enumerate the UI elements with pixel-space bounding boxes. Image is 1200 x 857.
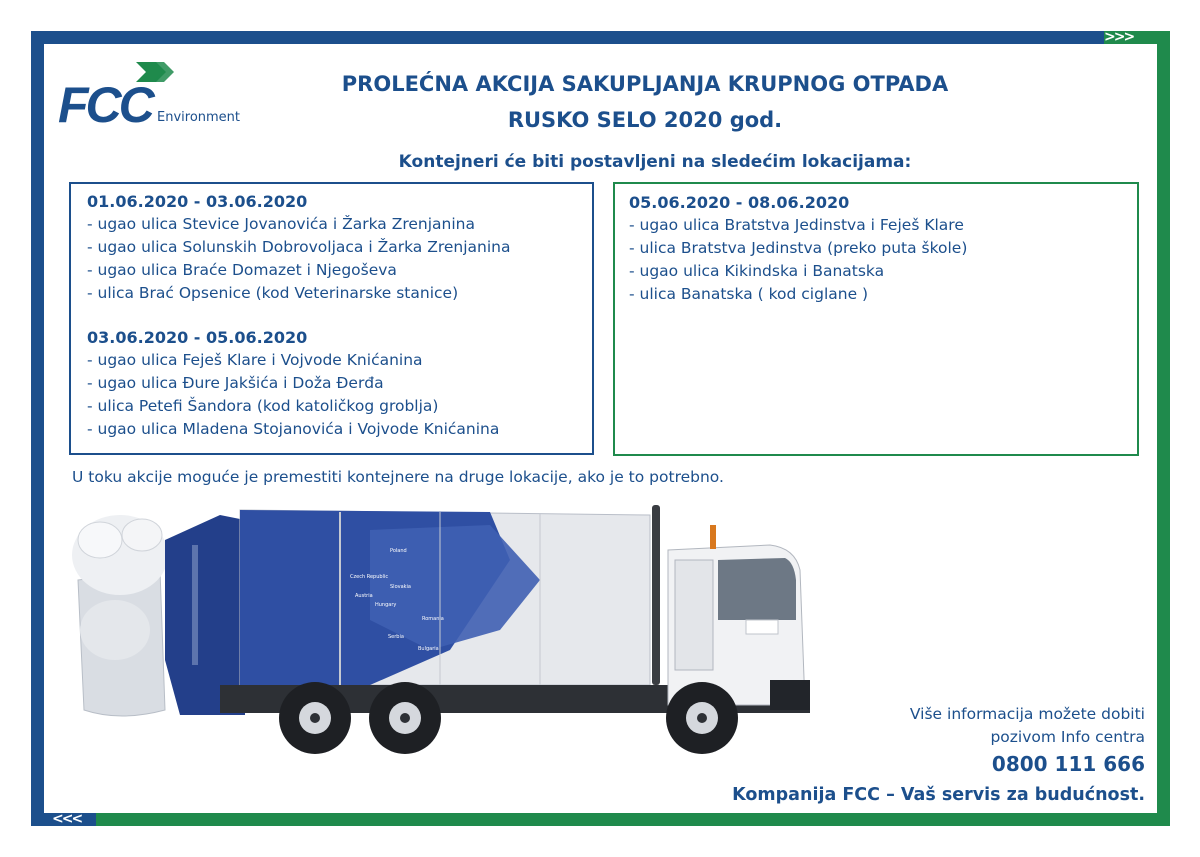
map-label: Slovakia bbox=[390, 584, 411, 590]
waste-bin bbox=[72, 515, 168, 716]
list-item: - ugao ulica Bratstva Jedinstva i Feješ Klare bbox=[629, 216, 964, 234]
list-item: - ulica Bratstva Jedinstva (preko puta škole) bbox=[629, 239, 968, 257]
list-item: - ugao ulica Đure Jakšića i Doža Đerđa bbox=[87, 374, 384, 392]
list-item: - ugao ulica Braće Domazet i Njegoševa bbox=[87, 261, 397, 279]
frame-right-green bbox=[1157, 31, 1170, 826]
frame-top-blue bbox=[31, 31, 1104, 44]
list-item: - ugao ulica Stevice Jovanovića i Žarka Zrenjanina bbox=[87, 215, 475, 233]
map-label: Hungary bbox=[375, 602, 397, 608]
relocation-note: U toku akcije moguće je premestiti kontejnere na druge lokacije, ako je to potrebno. bbox=[72, 468, 724, 486]
page-title-line2: RUSKO SELO 2020 god. bbox=[507, 108, 783, 132]
list-item: - ulica Banatska ( kod ciglane ) bbox=[629, 285, 869, 303]
info-text: Više informacija možete dobiti bbox=[909, 705, 1145, 723]
map-label: Austria bbox=[355, 593, 373, 599]
phone-number: 0800 111 666 bbox=[991, 752, 1145, 776]
info-text-line2: pozivom Info centra bbox=[990, 728, 1145, 746]
frame-left-blue bbox=[31, 31, 44, 826]
logo-mark: FCC bbox=[58, 77, 152, 130]
garbage-truck-illustration bbox=[70, 500, 810, 770]
location-group bbox=[629, 192, 967, 306]
company-slogan: Kompanija FCC – Vaš servis za budućnost. bbox=[732, 785, 1145, 805]
page-subtitle: Kontejneri će biti postavljeni na sledećim lokacijama: bbox=[398, 152, 912, 172]
map-label: Poland bbox=[390, 548, 407, 554]
map-label: Bulgaria bbox=[418, 646, 439, 652]
list-item: - ulica Brać Opsenice (kod Veterinarske stanice) bbox=[87, 284, 459, 302]
location-group bbox=[87, 327, 510, 441]
list-item: - ugao ulica Feješ Klare i Vojvode Knićanina bbox=[87, 351, 423, 369]
frame-bottom-green bbox=[96, 813, 1170, 826]
list-item: - ulica Petefi Šandora (kod katoličkog groblja) bbox=[87, 397, 439, 415]
list-item: - ugao ulica Kikindska i Banatska bbox=[629, 262, 885, 280]
map-label: Romania bbox=[422, 616, 444, 622]
map-label: Serbia bbox=[388, 634, 404, 640]
chevron-left-icon: <<< bbox=[52, 811, 82, 827]
map-label: Czech Republic bbox=[350, 574, 389, 580]
list-item: - ugao ulica Mladena Stojanovića i Vojvode Knićanina bbox=[87, 420, 500, 438]
locations-box-right bbox=[613, 182, 1139, 456]
date-range: 05.06.2020 - 08.06.2020 bbox=[629, 193, 850, 212]
date-range: 01.06.2020 - 03.06.2020 bbox=[87, 192, 308, 211]
locations-box-left bbox=[69, 182, 594, 455]
list-item: - ugao ulica Solunskih Dobrovoljaca i Žarka Zrenjanina bbox=[87, 238, 511, 256]
chevron-right-icon: >>> bbox=[1104, 29, 1134, 45]
location-group bbox=[87, 191, 510, 305]
date-range: 03.06.2020 - 05.06.2020 bbox=[87, 328, 308, 347]
logo-subtitle: Environment bbox=[157, 110, 241, 125]
page-title: PROLEĆNA AKCIJA SAKUPLJANJA KRUPNOG OTPADA bbox=[341, 72, 949, 96]
